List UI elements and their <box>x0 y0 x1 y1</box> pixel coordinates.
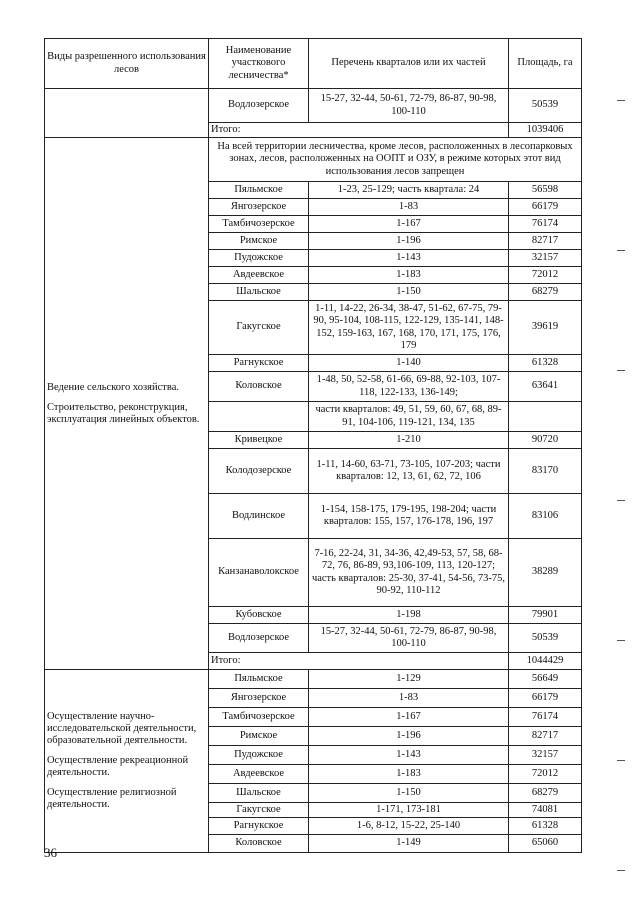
use-type-label: Осуществление научно-исследовательской деятельности, образовательной деятельности. <box>47 711 197 746</box>
quarter-list: 1-150 <box>309 284 509 301</box>
area-value <box>509 402 582 432</box>
land-use-table <box>44 38 582 853</box>
quarter-list: 1-167 <box>309 708 509 727</box>
forestry-name: Пудожское <box>209 250 309 267</box>
forestry-name: Канзанаволокское <box>209 539 309 607</box>
header-use-type: Виды разрешенного использования лесов <box>45 39 209 89</box>
forestry-name: Пяльмское <box>209 182 309 199</box>
quarter-list: 1-23, 25-129; часть квартала: 24 <box>309 182 509 199</box>
quarter-list: 1-196 <box>309 727 509 746</box>
table-row <box>45 89 582 123</box>
quarter-list: 1-210 <box>309 432 509 449</box>
quarter-list: 1-171, 173-181 <box>309 803 509 818</box>
quarter-list: 1-183 <box>309 267 509 284</box>
quarter-list: 1-140 <box>309 355 509 372</box>
page-number: 36 <box>44 845 57 860</box>
forestry-name: Рагнукское <box>209 355 309 372</box>
forestry-name: Шальское <box>209 284 309 301</box>
scan-edge-mark <box>617 500 625 501</box>
quarter-list: 15-27, 32-44, 50-61, 72-79, 86-87, 90-98, 100-110 <box>309 624 509 653</box>
area-value: 74081 <box>509 803 582 818</box>
forestry-name: Рагнукское <box>209 818 309 835</box>
scan-edge-mark <box>617 760 625 761</box>
quarter-list: 1-143 <box>309 746 509 765</box>
forestry-name: Пудожское <box>209 746 309 765</box>
quarter-list: 1-11, 14-60, 63-71, 73-105, 107-203; части кварталов: 12, 13, 61, 62, 72, 106 <box>309 449 509 494</box>
area-value: 66179 <box>509 689 582 708</box>
forestry-name: Колодозерское <box>209 449 309 494</box>
quarter-list: 1-143 <box>309 250 509 267</box>
quarter-list: 15-27, 32-44, 50-61, 72-79, 86-87, 90-98, 100-110 <box>309 89 509 123</box>
forestry-name: Авдеевское <box>209 765 309 784</box>
forestry-name: Шальское <box>209 784 309 803</box>
quarter-list: 1-167 <box>309 216 509 233</box>
total-value: 1044429 <box>509 653 582 670</box>
area-value: 32157 <box>509 746 582 765</box>
area-value: 76174 <box>509 708 582 727</box>
area-value: 39619 <box>509 301 582 355</box>
forestry-name: Римское <box>209 727 309 746</box>
area-value: 56598 <box>509 182 582 199</box>
area-value: 83170 <box>509 449 582 494</box>
total-label: Итого: <box>209 653 509 670</box>
area-value: 61328 <box>509 818 582 835</box>
table-row <box>45 670 582 689</box>
header-forestry: Наименование участкового лесничества* <box>209 39 309 89</box>
forestry-name: Гакугское <box>209 301 309 355</box>
quarter-list: 1-154, 158-175, 179-195, 198-204; части кварталов: 155, 157, 176-178, 196, 197 <box>309 494 509 539</box>
forestry-name: Тамбичозерское <box>209 216 309 233</box>
quarter-list: 1-83 <box>309 689 509 708</box>
use-type-cell-empty <box>45 89 209 138</box>
area-value: 83106 <box>509 494 582 539</box>
forestry-name: Водлозерское <box>209 624 309 653</box>
area-value: 50539 <box>509 624 582 653</box>
area-value: 82717 <box>509 233 582 250</box>
quarter-list: 1-6, 8-12, 15-22, 25-140 <box>309 818 509 835</box>
forestry-name: Гакугское <box>209 803 309 818</box>
quarter-list: 1-48, 50, 52-58, 61-66, 69-88, 92-103, 107-118, 122-133, 136-149; <box>309 372 509 402</box>
scan-edge-mark <box>617 250 625 251</box>
area-value: 38289 <box>509 539 582 607</box>
header-area: Площадь, га <box>509 39 582 89</box>
area-value: 68279 <box>509 284 582 301</box>
forestry-name: Коловское <box>209 835 309 853</box>
area-value: 66179 <box>509 199 582 216</box>
area-value: 76174 <box>509 216 582 233</box>
quarter-list: 1-149 <box>309 835 509 853</box>
quarter-list: 7-16, 22-24, 31, 34-36, 42,49-53, 57, 58, 68-72, 76, 86-89, 93,106-109, 113, 120-127; часть кварталов: 25-30, 37-41, 54-56, 73-75, 90-92, 110-112 <box>309 539 509 607</box>
scan-edge-mark <box>617 100 625 101</box>
quarter-list: 1-11, 14-22, 26-34, 38-47, 51-62, 67-75, 79-90, 95-104, 108-115, 122-129, 135-141, 148-152, 159-163, 167, 168, 170, 171, 175, 176, 179 <box>309 301 509 355</box>
territory-note: На всей территории лесничества, кроме лесов, расположенных в лесопарковых зонах, лесов, расположенных на ООПТ и ОЗУ, в режиме которых этот вид использования лесов запрещен <box>209 138 582 182</box>
quarter-list: 1-150 <box>309 784 509 803</box>
use-type-label: Ведение сельского хозяйства. <box>47 381 179 393</box>
total-label: Итого: <box>209 123 509 138</box>
use-type-label: Осуществление религиозной деятельности. <box>47 787 177 810</box>
forestry-name: Янгозерское <box>209 689 309 708</box>
quarter-list: 1-196 <box>309 233 509 250</box>
quarter-list: 1-183 <box>309 765 509 784</box>
forestry-name: Водлозерское <box>209 89 309 123</box>
forestry-name <box>209 402 309 432</box>
quarter-list: 1-129 <box>309 670 509 689</box>
scan-edge-mark <box>617 640 625 641</box>
forestry-name: Пяльмское <box>209 670 309 689</box>
forestry-name: Римское <box>209 233 309 250</box>
forestry-name: Авдеевское <box>209 267 309 284</box>
forestry-name: Кубовское <box>209 607 309 624</box>
use-type-label: Осуществление рекреационной деятельности. <box>47 755 189 778</box>
area-value: 65060 <box>509 835 582 853</box>
area-value: 61328 <box>509 355 582 372</box>
forestry-name: Янгозерское <box>209 199 309 216</box>
use-type-cell <box>45 138 209 670</box>
area-value: 50539 <box>509 89 582 123</box>
area-value: 32157 <box>509 250 582 267</box>
area-value: 68279 <box>509 784 582 803</box>
forestry-name: Водлинское <box>209 494 309 539</box>
area-value: 72012 <box>509 765 582 784</box>
scan-edge-mark <box>617 870 625 871</box>
forestry-name: Кривецкое <box>209 432 309 449</box>
use-type-label: Строительство, реконструкция, эксплуатация линейных объектов. <box>47 401 200 425</box>
quarter-list: 1-198 <box>309 607 509 624</box>
area-value: 72012 <box>509 267 582 284</box>
header-quarters: Перечень кварталов или их частей <box>309 39 509 89</box>
area-value: 63641 <box>509 372 582 402</box>
area-value: 79901 <box>509 607 582 624</box>
area-value: 82717 <box>509 727 582 746</box>
table-body <box>45 89 582 853</box>
forestry-name: Тамбичозерское <box>209 708 309 727</box>
total-value: 1039406 <box>509 123 582 138</box>
quarter-list: 1-83 <box>309 199 509 216</box>
note-row <box>45 138 582 182</box>
scan-edge-mark <box>617 370 625 371</box>
area-value: 90720 <box>509 432 582 449</box>
use-type-cell <box>45 670 209 853</box>
area-value: 56649 <box>509 670 582 689</box>
header-row <box>45 39 582 89</box>
quarter-list: части кварталов: 49, 51, 59, 60, 67, 68, 89-91, 104-106, 119-121, 134, 135 <box>309 402 509 432</box>
forestry-name: Коловское <box>209 372 309 402</box>
